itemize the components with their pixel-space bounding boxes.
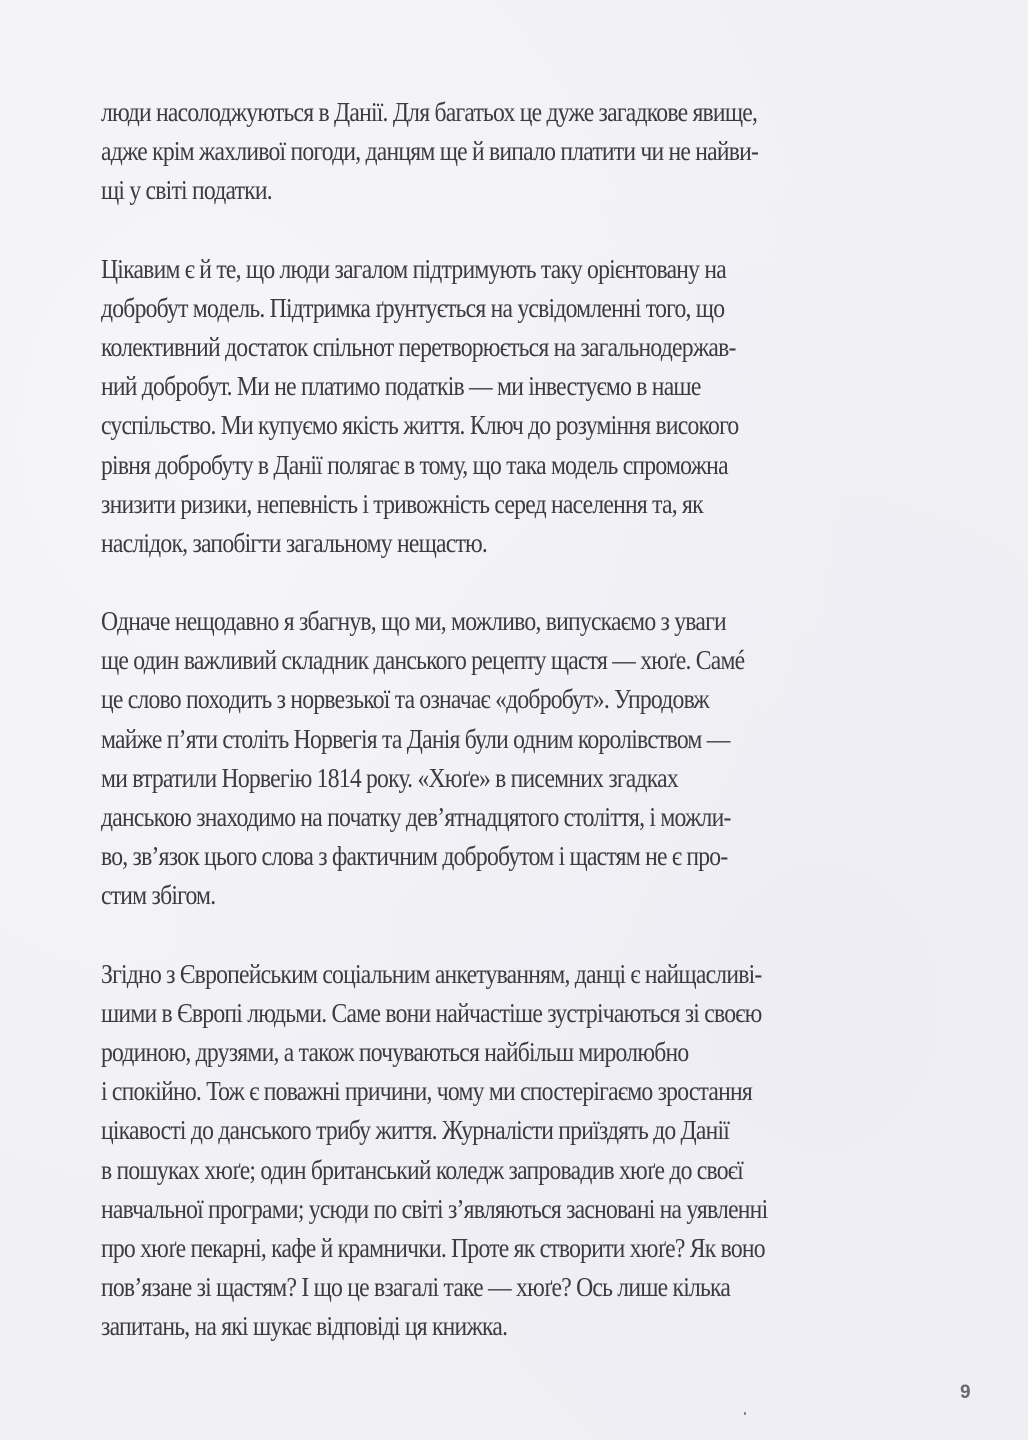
- text-line: ще один важливий складник данського рецепту щастя — хюґе. Самé: [101, 644, 745, 676]
- text-line: Згідно з Європейським соціальним анкетуванням, данці є найщасливі-: [101, 957, 762, 989]
- text-line: наслідок, запобігти загальному нещастю.: [101, 526, 488, 558]
- text-line: Одначе нещодавно я збагнув, що ми, можливо, випускаємо з уваги: [101, 605, 726, 637]
- text-line: майже п’яти століть Норвегія та Данія були одним королівством —: [101, 722, 730, 754]
- text-line: люди насолоджуються в Данії. Для багатьох це дуже загадкове явище,: [101, 96, 758, 127]
- text-line: цікавості до данського трибу життя. Журналісти приїздять до Данії: [101, 1114, 730, 1146]
- text-line: рівня добробуту в Данії полягає в тому, що така модель спроможна: [101, 448, 728, 480]
- text-line: суспільство. Ми купуємо якість життя. Ключ до розуміння високого: [101, 409, 739, 441]
- text-line: і спокійно. Тож є поважні причини, чому ми спостерігаємо зростання: [101, 1075, 753, 1107]
- text-line: родиною, друзями, а також почуваються найбільш миролюбно: [101, 1035, 689, 1067]
- paragraph-2: [101, 249, 789, 563]
- text-line: во, зв’язок цього слова з фактичним добробутом і щастям не є про-: [101, 840, 728, 872]
- text-line: це слово походить з норвезької та означає «добробут». Упродовж: [101, 683, 709, 715]
- text-line: Цікавим є й те, що люди загалом підтримують таку орієнтовану на: [101, 252, 726, 284]
- text-line: данською знаходимо на початку дев’ятнадцятого століття, і можли-: [101, 801, 731, 832]
- paragraph-3: [101, 601, 789, 915]
- text-line: адже крім жахливої погоди, данцям ще й випало платити чи не найви-: [101, 135, 759, 167]
- text-line: про хюґе пекарні, кафе й крамнички. Проте як створити хюґе? Як воно: [101, 1231, 765, 1263]
- text-line: колективний достаток спільнот перетворюється на загальнодержав-: [101, 330, 736, 362]
- text-line: навчальної програми; усюди по світі з’являються засновані на уявленні: [101, 1192, 768, 1224]
- paragraph-4: [101, 954, 789, 1346]
- text-line: ний добробут. Ми не платимо податків — ми інвестуємо в наше: [101, 370, 701, 402]
- text-line: щі у світі податки.: [101, 174, 272, 206]
- text-line: знизити ризики, непевність і тривожність серед населення та, як: [101, 487, 703, 519]
- text-line: ми втратили Норвегію 1814 року. «Хюґе» в писемних згадках: [101, 761, 678, 793]
- paragraph-1: [101, 92, 789, 210]
- page-number: 9: [960, 1382, 971, 1403]
- text-line: в пошуках хюґе; один британський коледж запровадив хюґе до своєї: [101, 1153, 743, 1185]
- body-text: [101, 92, 789, 1384]
- text-line: запитань, на які шукає відповіді ця книжка.: [101, 1310, 508, 1342]
- text-line: стим збігом.: [101, 879, 216, 911]
- text-line: добробут модель. Підтримка ґрунтується на усвідомленні того, що: [101, 291, 725, 323]
- paper-speck: [744, 1412, 746, 1415]
- text-line: шими в Європі людьми. Саме вони найчастіше зустрічаються зі своєю: [101, 996, 762, 1028]
- text-line: пов’язане зі щастям? І що це взагалі таке — хюґе? Ось лише кілька: [101, 1271, 731, 1303]
